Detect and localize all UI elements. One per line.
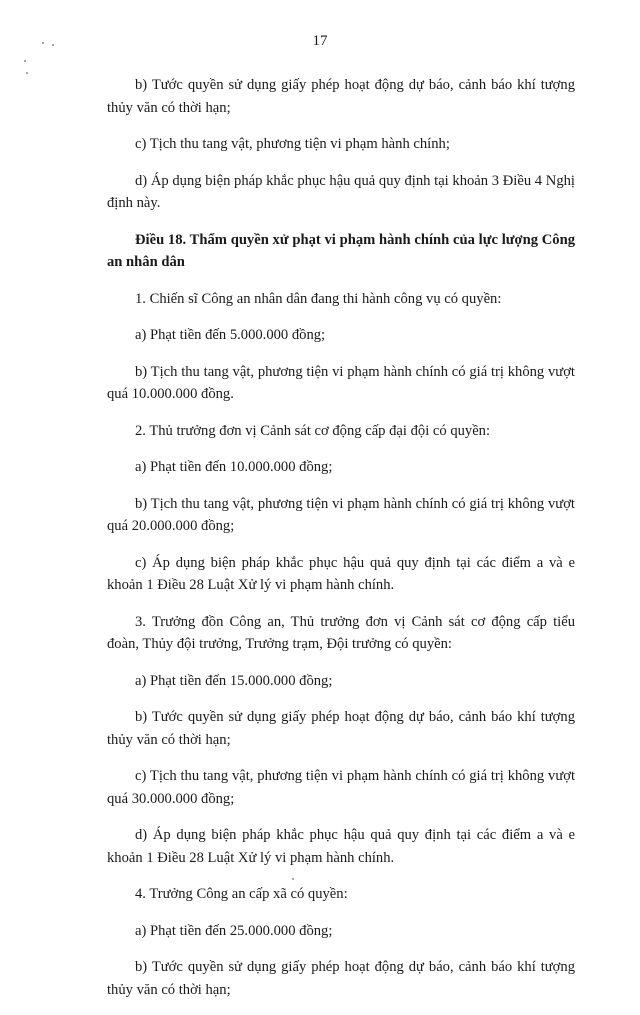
paragraph: b) Tước quyền sử dụng giấy phép hoạt động dự báo, cảnh báo khí tượng thủy văn có thời hạn; [107, 959, 575, 998]
paragraph: a) Phạt tiền đến 15.000.000 đồng; [135, 672, 333, 689]
paragraph: b) Tịch thu tang vật, phương tiện vi phạm hành chính có giá trị không vượt quá 20.000.000 đồng; [107, 495, 575, 534]
scan-speck [24, 60, 26, 62]
paragraph: b) Tước quyền sử dụng giấy phép hoạt động dự báo, cảnh báo khí tượng thủy văn có thời hạn; [107, 709, 575, 748]
paragraph: b) Tước quyền sử dụng giấy phép hoạt động dự báo, cảnh báo khí tượng thủy văn có thời hạn; [107, 77, 575, 116]
paragraph: 2. Thủ trưởng đơn vị Cảnh sát cơ động cấp đại đội có quyền: [135, 422, 491, 439]
paragraph: 4. Trưởng Công an cấp xã có quyền: [135, 886, 348, 902]
scan-speck [26, 72, 28, 74]
article-heading: Điều 18. Thẩm quyền xử phạt vi phạm hành chính của lực lượng Công an nhân dân [107, 231, 575, 270]
document-body [107, 74, 575, 1015]
paragraph: c) Tịch thu tang vật, phương tiện vi phạm hành chính có giá trị không vượt quá 30.000.000 đồng; [107, 768, 575, 807]
paragraph: a) Phạt tiền đến 5.000.000 đồng; [135, 327, 326, 343]
paragraph: c) Tịch thu tang vật, phương tiện vi phạm hành chính; [135, 136, 450, 152]
paragraph: a) Phạt tiền đến 10.000.000 đồng; [135, 459, 333, 475]
paragraph: 3. Trưởng đồn Công an, Thủ trưởng đơn vị Cảnh sát cơ động cấp tiểu đoàn, Thủy đội trưởng, Trưởng trạm, Đội trưởng có quyền: [107, 613, 575, 652]
paragraph: d) Áp dụng biện pháp khắc phục hậu quả quy định tại khoản 3 Điều 4 Nghị định này. [107, 172, 575, 211]
paragraph: 1. Chiến sĩ Công an nhân dân đang thi hành công vụ có quyền: [135, 290, 502, 307]
paragraph: b) Tịch thu tang vật, phương tiện vi phạm hành chính có giá trị không vượt quá 10.000.000 đồng. [107, 363, 575, 402]
paragraph: c) Áp dụng biện pháp khắc phục hậu quả quy định tại các điểm a và e khoản 1 Điều 28 Luật Xử lý vi phạm hành chính. [107, 554, 575, 593]
paragraph: a) Phạt tiền đến 25.000.000 đồng; [135, 922, 333, 939]
page-number: 17 [312, 33, 328, 49]
paragraph: d) Áp dụng biện pháp khắc phục hậu quả quy định tại các điểm a và e khoản 1 Điều 28 Luật Xử lý vi phạm hành chính. [107, 827, 575, 866]
